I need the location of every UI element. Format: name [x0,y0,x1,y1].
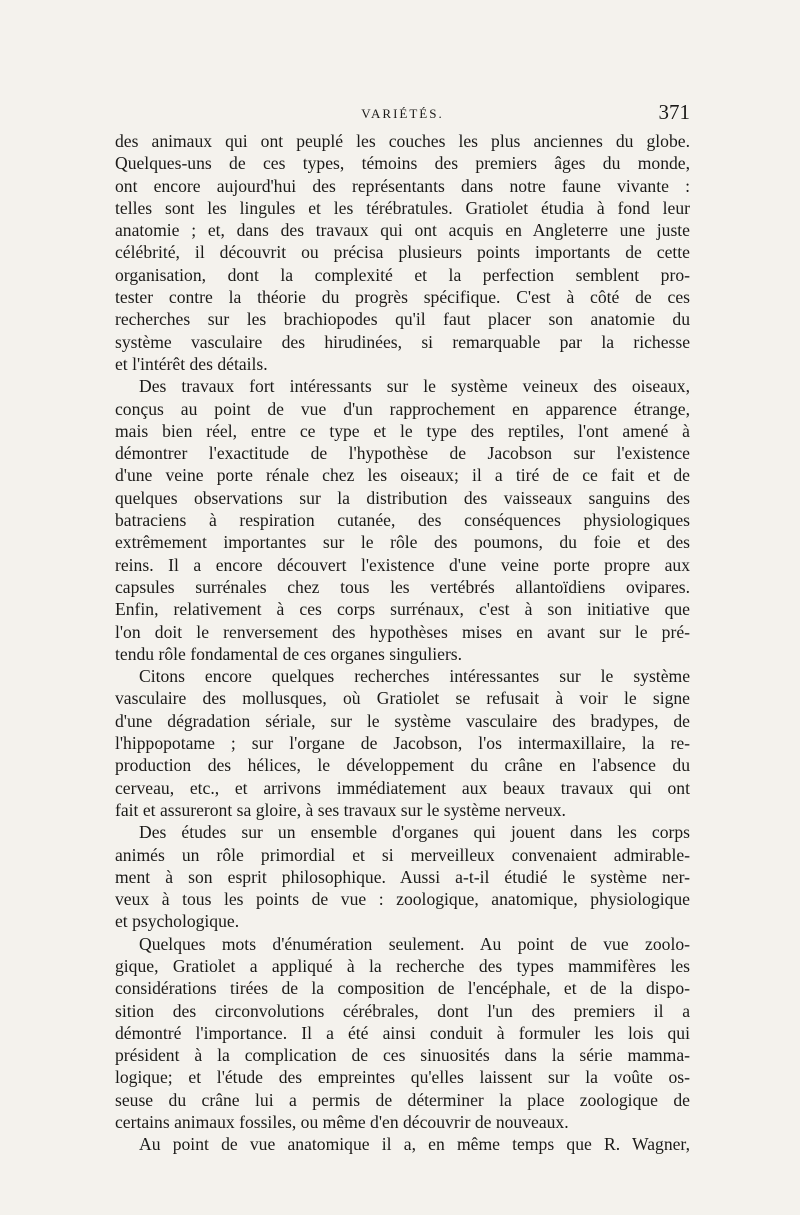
text-line: système vasculaire des hirudinées, si remarquable par la richesse [115,331,690,352]
text-line: anatomie ; et, dans des travaux qui ont acquis en Angleterre une juste [115,220,690,241]
text-line: capsules surrénales chez tous les vertébrés allantoïdiens ovipares. [115,576,690,597]
text-line: veux à tous les points de vue : zoologique, anatomique, physiologique [115,889,690,910]
text-line: mais bien réel, entre ce type et le type des reptiles, l'ont amené à [115,420,690,441]
text-line: Citons encore quelques recherches intéressantes sur le système [139,666,690,687]
text-line: d'une veine porte rénale chez les oiseaux; il a tiré de ce fait et de [115,465,690,486]
text-line: vasculaire des mollusques, où Gratiolet se refusait à voir le signe [115,688,690,709]
page-number: 371 [658,100,690,124]
text-line: fait et assureront sa gloire, à ses travaux sur le système nerveux. [115,799,566,820]
text-line: recherches sur les brachiopodes qu'il faut placer son anatomie du [115,309,690,330]
text-line: Des travaux fort intéressants sur le système veineux des oiseaux, [139,376,690,397]
text-line: président à la complication de ces sinuosités dans la série mamma- [115,1045,690,1066]
text-line: ont encore aujourd'hui des représentants dans notre faune vivante : [115,175,690,196]
text-line: cerveau, etc., et arrivons immédiatement aux beaux travaux qui ont [115,777,690,798]
text-line: seuse du crâne lui a permis de déterminer la place zoologique de [115,1089,690,1110]
text-line: et psychologique. [115,911,240,932]
text-line: extrêmement importantes sur le rôle des poumons, du foie et des [115,532,690,553]
text-line: considérations tirées de la composition de l'encéphale, et de la dispo- [115,978,690,999]
text-line: Quelques mots d'énumération seulement. Au point de vue zoolo- [139,933,690,954]
text-line: Quelques-uns de ces types, témoins des premiers âges du monde, [115,153,690,174]
body-text [115,130,690,1156]
text-line: Enfin, relativement à ces corps surrénaux, c'est à son initiative que [115,599,690,620]
text-line: démontré l'importance. Il a été ainsi conduit à formuler les lois qui [115,1022,690,1043]
text-line: célébrité, il découvrit ou précisa plusieurs points importants de cette [115,242,690,263]
text-line: animés un rôle primordial et si merveilleux convenaient admirable- [115,844,690,865]
text-line: telles sont les lingules et les térébratules. Gratiolet étudia à fond leur [115,197,690,218]
text-line: l'hippopotame ; sur l'organe de Jacobson, l'os intermaxillaire, la re- [115,733,690,754]
text-line: certains animaux fossiles, ou même d'en découvrir de nouveaux. [115,1112,569,1133]
text-line: organisation, dont la complexité et la perfection semblent pro- [115,264,690,285]
page-header [115,100,690,126]
text-line: gique, Gratiolet a appliqué à la recherche des types mammifères les [115,955,690,976]
text-line: quelques observations sur la distribution des vaisseaux sanguins des [115,487,690,508]
text-line: reins. Il a encore découvert l'existence d'une veine porte propre aux [115,554,690,575]
text-line: Au point de vue anatomique il a, en même temps que R. Wagner, [139,1134,690,1155]
text-line: et l'intérêt des détails. [115,353,268,374]
text-line: sition des circonvolutions cérébrales, dont l'un des premiers il a [115,1000,690,1021]
text-line: logique; et l'étude des empreintes qu'elles laissent sur la voûte os- [115,1067,690,1088]
text-line: des animaux qui ont peuplé les couches les plus anciennes du globe. [115,131,690,151]
text-line: conçus au point de vue d'un rapprochement en apparence étrange, [115,398,690,419]
text-line: production des hélices, le développement du crâne en l'absence du [115,755,690,776]
text-line: démontrer l'exactitude de l'hypothèse de Jacobson sur l'existence [115,443,690,464]
text-line: Des études sur un ensemble d'organes qui jouent dans les corps [139,822,690,843]
text-line: tendu rôle fondamental de ces organes singuliers. [115,643,463,664]
text-line: d'une dégradation sériale, sur le système vasculaire des bradypes, de [115,710,690,731]
text-line: tester contre la théorie du progrès spécifique. C'est à côté de ces [115,287,690,308]
text-line: ment à son esprit philosophique. Aussi a-t-il étudié le système ner- [115,866,690,887]
running-head: VARIÉTÉS. [361,106,444,121]
text-line: l'on doit le renversement des hypothèses mises en avant sur le pré- [115,621,690,642]
text-line: batraciens à respiration cutanée, des conséquences physiologiques [115,510,690,531]
